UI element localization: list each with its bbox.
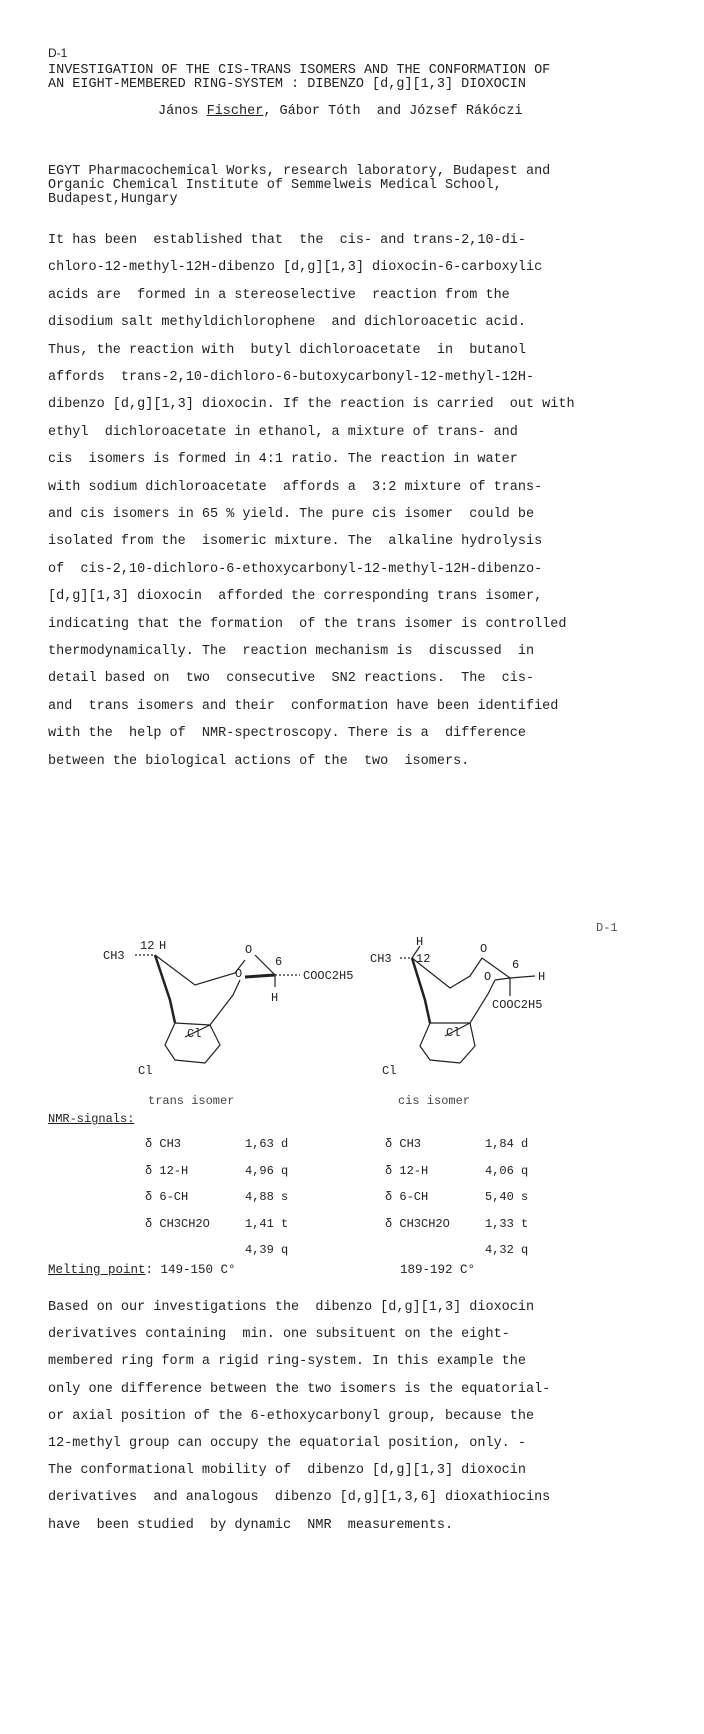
abstract-line: chloro-12-methyl-12H-dibenzo [d,g][1,3] dioxocin-6-carboxylic [48, 260, 543, 276]
abstract-line: and cis isomers in 65 % yield. The pure cis isomer could be [48, 507, 535, 522]
affiliation-line-1: EGYT Pharmacochemical Works, research laboratory, Budapest and [48, 164, 551, 179]
nmr-shift-cis: 4,32 q [485, 1243, 529, 1257]
melting-point-trans [48, 1263, 236, 1277]
nmr-group-trans: δ 6-CH [145, 1190, 189, 1204]
title-line-1: INVESTIGATION OF THE CIS-TRANS ISOMERS AND THE CONFORMATION OF [48, 63, 551, 78]
abstract-line: affords trans-2,10-dichloro-6-butoxycarbonyl-12-methyl-12H- [48, 370, 535, 385]
cis-isomer-structure [370, 935, 600, 1068]
authors [158, 104, 523, 119]
conclusion-line: membered ring form a rigid ring-system. In this example the [48, 1354, 526, 1370]
abstract-line: [d,g][1,3] dioxocin afforded the corresponding trans isomer, [48, 589, 543, 605]
position-12-label: 12 [416, 952, 431, 966]
nmr-group-cis: δ CH3CH2O [385, 1216, 450, 1231]
h12-label: H [416, 935, 424, 949]
h6-label: H [538, 970, 546, 984]
nmr-shift-cis: 1,84 d [485, 1137, 529, 1151]
h12-label: H [159, 939, 167, 953]
abstract-line: disodium salt methyldichlorophene and dichloroacetic acid. [48, 315, 526, 331]
chlorine-label: Cl [382, 1064, 397, 1078]
nmr-group-cis: δ CH3 [385, 1137, 422, 1151]
nmr-shift-trans: 1,41 t [245, 1216, 289, 1231]
abstract-line: between the biological actions of the two isomers. [48, 753, 470, 769]
nmr-shift-trans: 4,39 q [245, 1243, 289, 1257]
melting-point-label: Melting point [48, 1263, 146, 1277]
nmr-group-trans: δ CH3CH2O [145, 1216, 210, 1231]
cis-isomer-caption: cis isomer [398, 1094, 471, 1108]
abstract-line: indicating that the formation of the trans isomer is controlled [48, 616, 567, 632]
ester-label: COOC2H5 [303, 969, 354, 983]
nmr-shift-cis: 1,33 t [485, 1216, 529, 1231]
abstract-line: isolated from the isomeric mixture. The alkaline hydrolysis [48, 534, 543, 550]
abstract-line: cis isomers is formed in 4:1 ratio. The reaction in water [48, 452, 518, 468]
nmr-group-cis: δ 6-CH [385, 1190, 429, 1204]
nmr-shift-cis: 5,40 s [485, 1190, 529, 1204]
conclusion-line: have been studied by dynamic NMR measurements. [48, 1517, 454, 1533]
abstract-line: dibenzo [d,g][1,3] dioxocin. If the reaction is carried out with [48, 397, 575, 413]
abstract-line: acids are formed in a stereoselective reaction from the [48, 287, 510, 303]
nmr-group-trans: δ CH3 [145, 1137, 182, 1151]
nmr-shift-cis: 4,06 q [485, 1163, 529, 1178]
abstract-line: and trans isomers and their conformation have been identified [48, 698, 559, 714]
position-6-label: 6 [275, 955, 283, 969]
ch3-label: CH3 [103, 949, 125, 963]
oxygen-label: O [484, 970, 492, 984]
ester-label: COOC2H5 [492, 998, 543, 1012]
abstract-line: with sodium dichloroacetate affords a 3:2 mixture of trans- [48, 479, 543, 495]
nmr-heading: NMR-signals: [48, 1112, 135, 1126]
abstract-line: detail based on two consecutive SN2 reactions. The cis- [48, 671, 535, 687]
nmr-shift-trans: 1,63 d [245, 1137, 289, 1151]
ch3-label: CH3 [370, 952, 392, 966]
trans-isomer-caption: trans isomer [148, 1094, 235, 1108]
melting-point-trans-value: : 149-150 C° [145, 1263, 236, 1277]
nmr-shift-trans: 4,96 q [245, 1163, 289, 1178]
oxygen-label: O [480, 942, 488, 956]
conclusion-line: The conformational mobility of dibenzo [d,g][1,3] dioxocin [48, 1463, 526, 1479]
page-code: D-1 [48, 46, 68, 60]
figure-page-code: D-1 [596, 921, 618, 935]
melting-point-cis-value: 189-192 C° [400, 1263, 476, 1277]
nmr-group-cis: δ 12-H [385, 1163, 429, 1178]
nmr-shift-trans: 4,88 s [245, 1190, 289, 1204]
conclusion-line: derivatives containing min. one subsituent on the eight- [48, 1327, 510, 1343]
h6-label: H [271, 991, 279, 1005]
abstract-line: It has been established that the cis- and trans-2,10-di- [48, 233, 526, 248]
abstract-line: ethyl dichloroacetate in ethanol, a mixture of trans- and [48, 424, 518, 440]
title-line-2: AN EIGHT-MEMBERED RING-SYSTEM : DIBENZO [d,g][1,3] DIOXOCIN [48, 77, 526, 92]
conclusion-line: or axial position of the 6-ethoxycarbonyl group, because the [48, 1408, 535, 1424]
abstract-line: with the help of NMR-spectroscopy. There is a difference [48, 726, 526, 742]
conclusion-line: 12-methyl group can occupy the equatorial position, only. - [48, 1436, 526, 1451]
chlorine-label: Cl [187, 1027, 202, 1041]
conclusion-line: derivatives and analogous dibenzo [d,g][1,3,6] dioxathiocins [48, 1490, 551, 1506]
conclusion-line: only one difference between the two isomers is the equatorial- [48, 1381, 551, 1397]
conclusion-line: Based on our investigations the dibenzo [d,g][1,3] dioxocin [48, 1300, 535, 1315]
author-first: János [158, 104, 207, 119]
other-authors: , Gábor Tóth and József Rákóczi [263, 104, 523, 119]
chlorine-label: Cl [446, 1026, 461, 1040]
affiliation-line-3: Budapest,Hungary [48, 192, 178, 207]
abstract-line: Thus, the reaction with butyl dichloroacetate in butanol [48, 342, 526, 358]
oxygen-label: O [245, 943, 253, 957]
affiliation-line-2: Organic Chemical Institute of Semmelweis Medical School, [48, 178, 502, 193]
position-6-label: 6 [512, 958, 520, 972]
trans-isomer-structure [95, 939, 354, 1065]
position-12-label: 12 [140, 939, 155, 953]
nmr-group-trans: δ 12-H [145, 1163, 189, 1178]
presenting-author: Fischer [206, 104, 264, 119]
oxygen-label: O [235, 967, 243, 981]
abstract-line: thermodynamically. The reaction mechanism is discussed in [48, 644, 535, 659]
chlorine-label: Cl [138, 1064, 153, 1078]
abstract-line: of cis-2,10-dichloro-6-ethoxycarbonyl-12-methyl-12H-dibenzo- [48, 561, 543, 577]
